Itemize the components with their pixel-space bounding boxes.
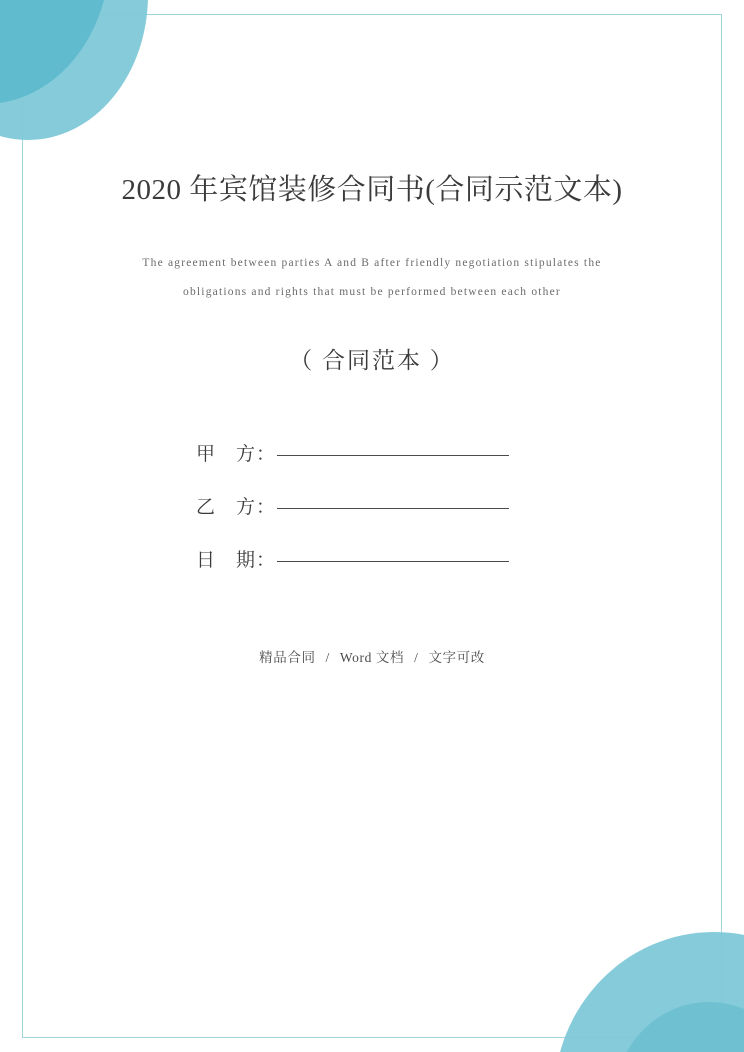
subtitle-english	[78, 249, 666, 308]
sample-template-label: （ 合同范本 ）	[289, 347, 455, 373]
bottom-right-decoration	[514, 837, 744, 1052]
field-row-party-a	[196, 439, 666, 466]
field-row-party-b	[196, 492, 666, 519]
field-input-party-a[interactable]	[277, 454, 509, 456]
footer-note	[78, 646, 666, 666]
footer-separator-2: /	[414, 649, 419, 665]
footer-item-1: 精品合同	[259, 649, 316, 665]
footer-separator-1: /	[325, 649, 330, 665]
footer-item-2: Word 文档	[339, 649, 405, 665]
page-title: 2020 年宾馆装修合同书(合同示范文本)	[121, 174, 623, 206]
signature-fields	[78, 439, 666, 572]
field-row-date	[196, 545, 666, 572]
field-label-date: 日 期：	[196, 549, 277, 571]
subtitle-english-line-2: obligations and rights that must be performed between each other	[183, 286, 561, 299]
field-label-party-a: 甲 方：	[196, 443, 277, 465]
field-input-party-b[interactable]	[277, 507, 509, 509]
field-label-party-b: 乙 方：	[196, 496, 277, 518]
field-input-date[interactable]	[277, 560, 509, 562]
subtitle-english-line-1: The agreement between parties A and B after friendly negotiation stipulates the	[142, 256, 602, 269]
footer-item-3: 文字可改	[428, 649, 485, 665]
